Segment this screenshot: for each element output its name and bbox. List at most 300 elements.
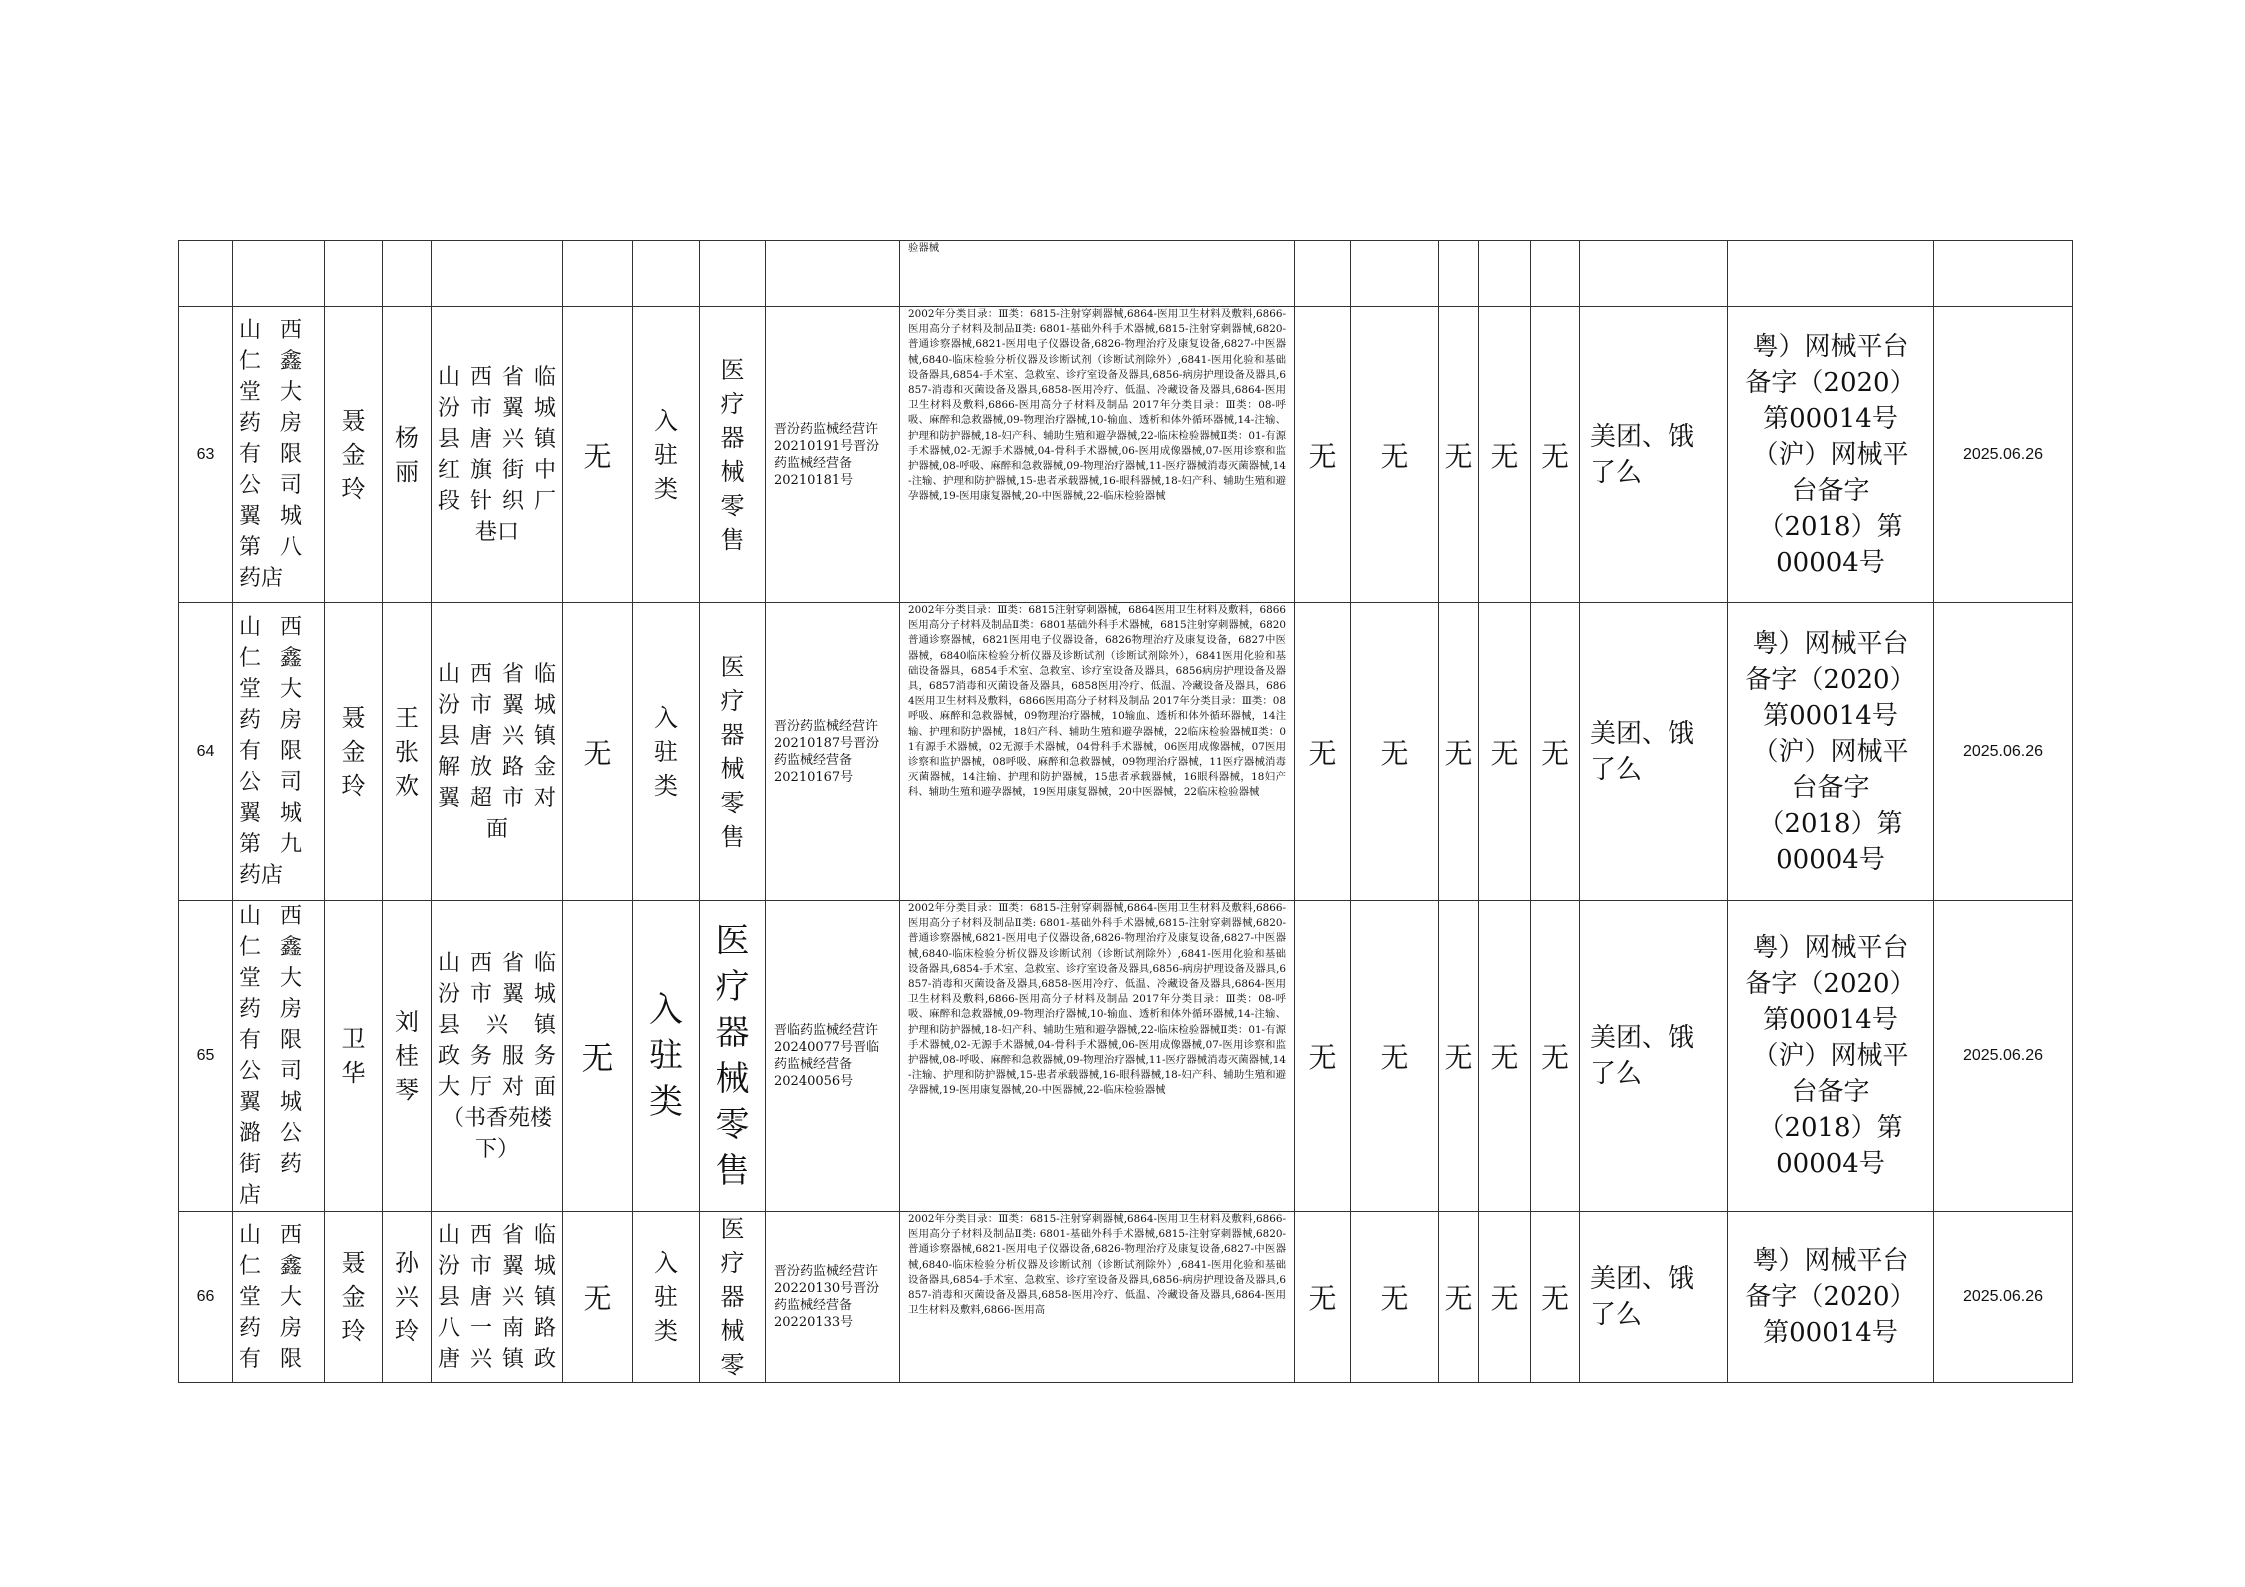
date-cell: 2025.06.26 [1934,603,2073,901]
char: 县 [438,1012,461,1038]
char: 有 [239,739,262,764]
char: 兴 [501,723,524,749]
char: 械 [720,1317,745,1345]
category-cell [700,307,766,603]
char: 药店 [239,863,284,888]
type-cell [633,307,700,603]
char: 医 [720,652,745,681]
char: 城 [279,504,302,529]
char: 临 [533,1222,556,1248]
flag-cell-c2: 无 [1351,307,1439,603]
text-line [233,377,324,408]
char: 市 [469,981,492,1007]
text-line [233,674,324,705]
char: 山 [438,950,461,976]
char: 器 [720,423,745,452]
char: 公 [239,770,262,795]
text-line [233,1118,324,1149]
text-line [233,1087,324,1118]
char: 翼 [501,692,524,718]
char: 驻 [654,440,678,469]
char: 堂 [239,966,262,991]
char: 翼 [239,801,262,826]
char: 翼 [501,1253,524,1279]
flag-cell-c5: 无 [1531,901,1580,1212]
char: 仁 [239,349,262,374]
char: 鑫 [279,646,302,671]
char: 对 [533,785,556,811]
flag-cell-c4: 无 [1479,307,1531,603]
table-row [179,901,2073,1212]
char: 入 [654,406,678,435]
text-line [438,690,556,721]
char: 刘 [395,1008,419,1036]
text-line [233,315,324,346]
row-number: 65 [179,901,233,1212]
address-cell [432,603,563,901]
char: 限 [279,442,302,467]
char: 器 [720,720,745,749]
text-line [233,532,324,563]
text-line [438,659,556,690]
text-line [438,1282,556,1313]
char: 兴 [485,1012,508,1038]
text-line [438,1251,556,1282]
text-line [233,860,324,891]
char: 欢 [395,771,419,800]
char: 山 [438,1222,461,1248]
text-line [438,948,556,979]
char: 医 [720,1215,745,1243]
text-line [233,1282,324,1313]
char: 解 [438,754,461,780]
flag-cell-c1: 无 [1295,901,1351,1212]
char: 限 [279,739,302,764]
text-line [233,1220,324,1251]
char: 中 [533,457,556,483]
char: 城 [533,1253,556,1279]
text-line [438,1072,556,1103]
char: 旗 [469,457,492,483]
text-line [233,643,324,674]
char: 店 [239,1183,262,1208]
char: 街 [239,1152,262,1177]
text-line [438,979,556,1010]
char: 疗 [715,967,750,1007]
char: 药 [239,411,262,436]
text-line [233,1025,324,1056]
char: 镇 [533,1284,556,1310]
text-line [438,1041,556,1072]
char: 城 [533,692,556,718]
char: 限 [279,1346,302,1372]
char: 金 [341,1283,366,1311]
text-line [233,1344,324,1375]
char: 汾 [438,395,461,421]
char: 司 [279,473,302,498]
char: 汾 [438,1253,461,1279]
char: 兴 [501,1284,524,1310]
char: 鑫 [279,349,302,374]
char: 山 [239,318,262,343]
char: 省 [501,661,524,687]
table-row [179,307,2073,603]
char: 有 [239,442,262,467]
type-cell [633,603,700,901]
text-line [233,346,324,377]
char: 卫 [341,1025,366,1053]
char: 堂 [239,380,262,405]
char: 服 [501,1043,524,1069]
char: 针 [469,488,492,514]
char: 类 [654,1317,678,1345]
platform-cell: 美团、饿了么 [1580,901,1728,1212]
char: 驻 [649,1036,683,1076]
char: 药店 [239,566,284,591]
text-line [438,362,556,393]
char: 临 [533,950,556,976]
char: 翼 [501,981,524,1007]
char: 有 [239,1028,262,1053]
table-row [179,241,2073,307]
char: 孙 [395,1249,419,1277]
char: 类 [654,771,678,800]
flag-cell-c4: 无 [1479,603,1531,901]
text-line [233,705,324,736]
char: 临 [533,661,556,687]
scope-cell: 验器械 [900,241,1295,307]
char: 公 [239,473,262,498]
address-cell [432,1212,563,1383]
char: 市 [469,1253,492,1279]
text-line [438,783,556,814]
flag-cell-c5: 无 [1531,307,1580,603]
scope-cell: 2002年分类目录：Ⅲ类：6815-注射穿刺器械,6864-医用卫生材料及敷料,6866-医用高分子材料及制品Ⅱ类: 6801-基础外科手术器械,6815-注射穿刺器械,6820-普通诊察器械,6821-医用电子仪器设备,6826-物理治疗及康复设备,6827-中医器械,6840-临床检验分析仪器及诊断试剂（诊断试剂除外）,6841-医用化验和基础设备器具,6854-手术室、急救室、诊疗室设备及器具,6856-病房护理设备及器具,6857-消毒和灭菌设备及器具,6858-医用冷疗、低温、冷藏设备及器具,6864-医用卫生材料及敷料,6866-医用高 [900,1212,1295,1383]
char: 华 [341,1059,366,1087]
char: 司 [279,770,302,795]
legal-person-cell [325,307,383,603]
char: 聂 [341,406,366,435]
char: 聂 [341,703,366,732]
text-line [438,393,556,424]
char: 西 [279,904,302,929]
char: 厂 [533,488,556,514]
scope-cell: 2002年分类目录：Ⅲ类：6815-注射穿刺器械,6864-医用卫生材料及敷料,6866-医用高分子材料及制品Ⅱ类: 6801-基础外科手术器械,6815-注射穿刺器械,6820-普通诊察器械,6821-医用电子仪器设备,6826-物理治疗及康复设备,6827-中医器械,6840-临床检验分析仪器及诊断试剂（诊断试剂除外）,6841-医用化验和基础设备器具,6854-手术室、急救室、诊疗室设备及器具,6856-病房护理设备及器具,6857-消毒和灭菌设备及器具,6858-医用冷疗、低温、冷藏设备及器具,6864-医用卫生材料及敷料,6866-医用高分子材料及制品 2017年分类目录：Ⅲ类：08-呼吸、麻醉和急救器械,09-物理治疗器械,10-输血、透析和体外循环器械,14-注输、护理和防护器械,18-妇产科、辅助生殖和避孕器械,22-临床检验器械Ⅱ类：01-有源手术器械,02-无源手术器械,04-骨科手术器械,06-医用成像器械,07-医用诊察和监护器械,08-呼吸、麻醉和急救器械,09-物理治疗器械,11-医疗器械消毒灭菌器械,14-注输、护理和防护器械,15-患者承载器械,16-眼科器械,18-妇产科、辅助生殖和避孕器械,19-医用康复器械,20-中医器械,22-临床检验器械 [900,307,1295,603]
char: 镇 [533,723,556,749]
char: 金 [341,440,366,469]
char: 兴 [501,426,524,452]
char: 玲 [341,474,366,503]
char: 西 [279,318,302,343]
char: 务 [469,1043,492,1069]
table-row [179,1212,2073,1383]
text-line [233,439,324,470]
char: 市 [469,395,492,421]
char: 张 [395,737,419,766]
char: 街 [501,457,524,483]
company-name-cell [233,603,325,901]
license-cell: 晋汾药监械经营许 20210191号晋汾药监械经营备 20210181号 [766,307,900,603]
address-cell [432,901,563,1212]
char: 医 [715,921,750,961]
char: 城 [533,981,556,1007]
char: 司 [279,1059,302,1084]
text-line [438,455,556,486]
char: 厅 [469,1074,492,1100]
text-line [438,1010,556,1041]
char: 第 [239,832,262,857]
text-line [233,408,324,439]
char: 疗 [720,686,745,715]
registration-cell: 粤）网械平台备字（2020）第00014号 [1728,1212,1934,1383]
char: 县 [438,426,461,452]
char: 省 [501,1222,524,1248]
char: 翼 [239,1090,262,1115]
char: 医 [720,355,745,384]
char: 务 [533,1043,556,1069]
flag-cell-c1: 无 [1295,307,1351,603]
flag-cell-c3: 无 [1439,307,1479,603]
char: 山 [239,615,262,640]
char: 大 [279,677,302,702]
char: 南 [501,1315,524,1341]
char: 山 [239,1222,262,1248]
char: 镇 [533,1012,556,1038]
flag-cell-c3: 无 [1439,901,1479,1212]
registration-cell: 粤）网械平台备字（2020）第00014号（沪）网械平台备字（2018）第00004号 [1728,901,1934,1212]
char: 金 [341,737,366,766]
char: 面 [533,1074,556,1100]
char: 鑫 [279,1253,302,1279]
char: 大 [279,1284,302,1310]
char: 公 [239,1059,262,1084]
platform-cell: 美团、饿了么 [1580,603,1728,901]
char: 杨 [395,423,419,452]
char: 织 [501,488,524,514]
char: 王 [395,703,419,732]
char: 镇 [533,426,556,452]
manager-cell [383,1212,432,1383]
char: 仁 [239,1253,262,1279]
char: 政 [438,1043,461,1069]
char: 八 [438,1315,461,1341]
char: 械 [720,754,745,783]
char: 有 [239,1346,262,1372]
char: 房 [279,1315,302,1341]
char: 翼 [438,785,461,811]
char: 药 [239,1315,262,1341]
text-line [438,1313,556,1344]
registration-cell: 粤）网械平台备字（2020）第00014号（沪）网械平台备字（2018）第00004号 [1728,603,1934,901]
char: 入 [654,1249,678,1277]
text-line [233,1313,324,1344]
char: 唐 [469,426,492,452]
scope-cell: 2002年分类目录：Ⅲ类：6815-注射穿刺器械,6864-医用卫生材料及敷料,6866-医用高分子材料及制品Ⅱ类: 6801-基础外科手术器械,6815-注射穿刺器械,6820-普通诊察器械,6821-医用电子仪器设备,6826-物理治疗及康复设备,6827-中医器械,6840-临床检验分析仪器及诊断试剂（诊断试剂除外）,6841-医用化验和基础设备器具,6854-手术室、急救室、诊疗室设备及器具,6856-病房护理设备及器具,6857-消毒和灭菌设备及器具,6858-医用冷疗、低温、冷藏设备及器具,6864-医用卫生材料及敷料,6866-医用高分子材料及制品 2017年分类目录：Ⅲ类：08-呼吸、麻醉和急救器械,09-物理治疗器械,10-输血、透析和体外循环器械,14-注输、护理和防护器械,18-妇产科、辅助生殖和避孕器械,22-临床检验器械Ⅱ类：01-有源手术器械,02-无源手术器械,04-骨科手术器械,06-医用成像器械,07-医用诊察和监护器械,08-呼吸、麻醉和急救器械,09-物理治疗器械,11-医疗器械消毒灭菌器械,14-注输、护理和防护器械,15-患者承载器械,16-眼科器械,18-妇产科、辅助生殖和避孕器械,19-医用康复器械,20-中医器械,22-临床检验器械 [900,901,1295,1212]
text-line [438,424,556,455]
char: 城 [279,801,302,826]
flag-cell-c4: 无 [1479,1212,1531,1383]
type-cell [633,1212,700,1383]
char: 类 [654,474,678,503]
company-name-cell [233,307,325,603]
text-line [233,1149,324,1180]
address-tail: 巷口 [474,519,519,545]
char: 大 [279,380,302,405]
platform-cell: 美团、饿了么 [1580,1212,1728,1383]
char: 大 [279,966,302,991]
text-line [233,736,324,767]
text-line [438,1344,556,1375]
registration-cell: 粤）网械平台备字（2020）第00014号（沪）网械平台备字（2018）第00004号 [1728,307,1934,603]
category-cell [700,1212,766,1383]
company-name-cell [233,1212,325,1383]
char: 房 [279,411,302,436]
char: 入 [654,703,678,732]
address-tail: 面 [485,816,508,842]
char: 汾 [438,692,461,718]
char: 省 [501,950,524,976]
char: 翼 [239,504,262,529]
char: 西 [469,1222,492,1248]
char: 桂 [395,1042,419,1070]
char: 械 [715,1059,750,1099]
char: 西 [469,950,492,976]
address-tail: （书香苑楼下） [441,1105,552,1162]
char: 县 [438,1284,461,1310]
date-cell: 2025.06.26 [1934,901,2073,1212]
char: 售 [715,1151,750,1191]
char: 山 [438,364,461,390]
row-number: 64 [179,603,233,901]
char: 仁 [239,935,262,960]
type-cell [633,901,700,1212]
char: 放 [469,754,492,780]
text-line [233,501,324,532]
char: 城 [533,395,556,421]
none-cell: 无 [563,901,633,1212]
text-line [438,486,556,517]
manager-cell [383,901,432,1212]
char: 入 [649,990,683,1030]
char: 政 [533,1346,556,1372]
flag-cell-c3: 无 [1439,1212,1479,1383]
flag-cell-c5: 无 [1531,1212,1580,1383]
char: 药 [239,997,262,1022]
char: 兴 [395,1283,419,1311]
text-line [438,752,556,783]
char: 堂 [239,1284,262,1310]
char: 玲 [341,771,366,800]
char: 县 [438,723,461,749]
char: 镇 [501,1346,524,1372]
none-cell: 无 [563,1212,633,1383]
char: 西 [279,615,302,640]
flag-cell-c2: 无 [1351,901,1439,1212]
text-line [233,470,324,501]
char: 器 [720,1283,745,1311]
char: 省 [501,364,524,390]
char: 玲 [341,1317,366,1345]
date-cell: 2025.06.26 [1934,307,2073,603]
char: 路 [533,1315,556,1341]
char: 零 [720,1351,745,1379]
manager-cell [383,603,432,901]
none-cell: 无 [563,603,633,901]
manager-cell [383,307,432,603]
char: 售 [720,525,745,554]
char: 对 [501,1074,524,1100]
flag-cell-c1: 无 [1295,603,1351,901]
flag-cell-c1: 无 [1295,1212,1351,1383]
char: 路 [501,754,524,780]
char: 九 [279,832,302,857]
char: 房 [279,708,302,733]
char: 药 [239,708,262,733]
text-line [233,798,324,829]
scope-cell: 2002年分类目录：Ⅲ类：6815注射穿刺器械，6864医用卫生材料及敷料，6866医用高分子材料及制品Ⅱ类：6801基础外科手术器械，6815注射穿刺器械，6820普通诊察器械，6821医用电子仪器设备，6826物理治疗及康复设备，6827中医器械，6840临床检验分析仪器及诊断试剂（诊断试剂除外），6841医用化验和基础设备器具，6854手术室、急救室、诊疗室设备及器具，6856病房护理设备及器具，6857消毒和灭菌设备及器具，6858医用冷疗、低温、冷藏设备及器具，6864医用卫生材料及敷料，6866医用高分子材料及制品 2017年分类目录：Ⅲ类：08呼吸、麻醉和急救器械，09物理治疗器械，10输血、透析和体外循环器械，14注输、护理和防护器械，18妇产科、辅助生殖和避孕器械，22临床检验器械Ⅱ类：01有源手术器械，02无源手术器械，04骨科手术器械，06医用成像器械，07医用诊察和监护器械，08呼吸、麻醉和急救器械，09物理治疗器械，11医疗器械消毒灭菌器械，14注输、护理和防护器械，15患者承载器械，16眼科器械，18妇产科、辅助生殖和避孕器械，19医用康复器械，20中医器械，22临床检验器械 [900,603,1295,901]
char: 限 [279,1028,302,1053]
char: 潞 [239,1121,262,1146]
char: 药 [279,1152,302,1177]
char: 唐 [438,1346,461,1372]
char: 大 [438,1074,461,1100]
char: 城 [279,1090,302,1115]
char: 类 [649,1082,683,1122]
char: 金 [533,754,556,780]
char: 段 [438,488,461,514]
legal-person-cell [325,603,383,901]
char: 山 [239,904,262,929]
char: 红 [438,457,461,483]
flag-cell-c2: 无 [1351,603,1439,901]
char: 疗 [720,389,745,418]
char: 零 [720,491,745,520]
char: 仁 [239,646,262,671]
char: 疗 [720,1249,745,1277]
store-table [178,240,2073,1383]
char: 零 [720,788,745,817]
text-line [233,1056,324,1087]
char: 西 [279,1222,302,1248]
char: 市 [501,785,524,811]
license-cell: 晋汾药监械经营许 20210187号晋汾药监械经营备 20210167号 [766,603,900,901]
char: 临 [533,364,556,390]
text-line [233,1180,324,1211]
text-line [438,721,556,752]
text-line [438,1220,556,1251]
date-cell: 2025.06.26 [1934,1212,2073,1383]
char: 一 [469,1315,492,1341]
text-line [233,932,324,963]
char: 西 [469,364,492,390]
text-line [233,963,324,994]
none-cell: 无 [563,307,633,603]
text-line [233,994,324,1025]
char: 驻 [654,737,678,766]
address-cell [432,307,563,603]
char: 售 [720,822,745,851]
platform-cell: 美团、饿了么 [1580,307,1728,603]
row-number: 63 [179,307,233,603]
text-line [233,1251,324,1282]
char: 零 [715,1105,750,1145]
category-cell [700,603,766,901]
char: 玲 [395,1317,419,1345]
char: 房 [279,997,302,1022]
text-line [233,612,324,643]
flag-cell-c3: 无 [1439,603,1479,901]
char: 翼 [501,395,524,421]
